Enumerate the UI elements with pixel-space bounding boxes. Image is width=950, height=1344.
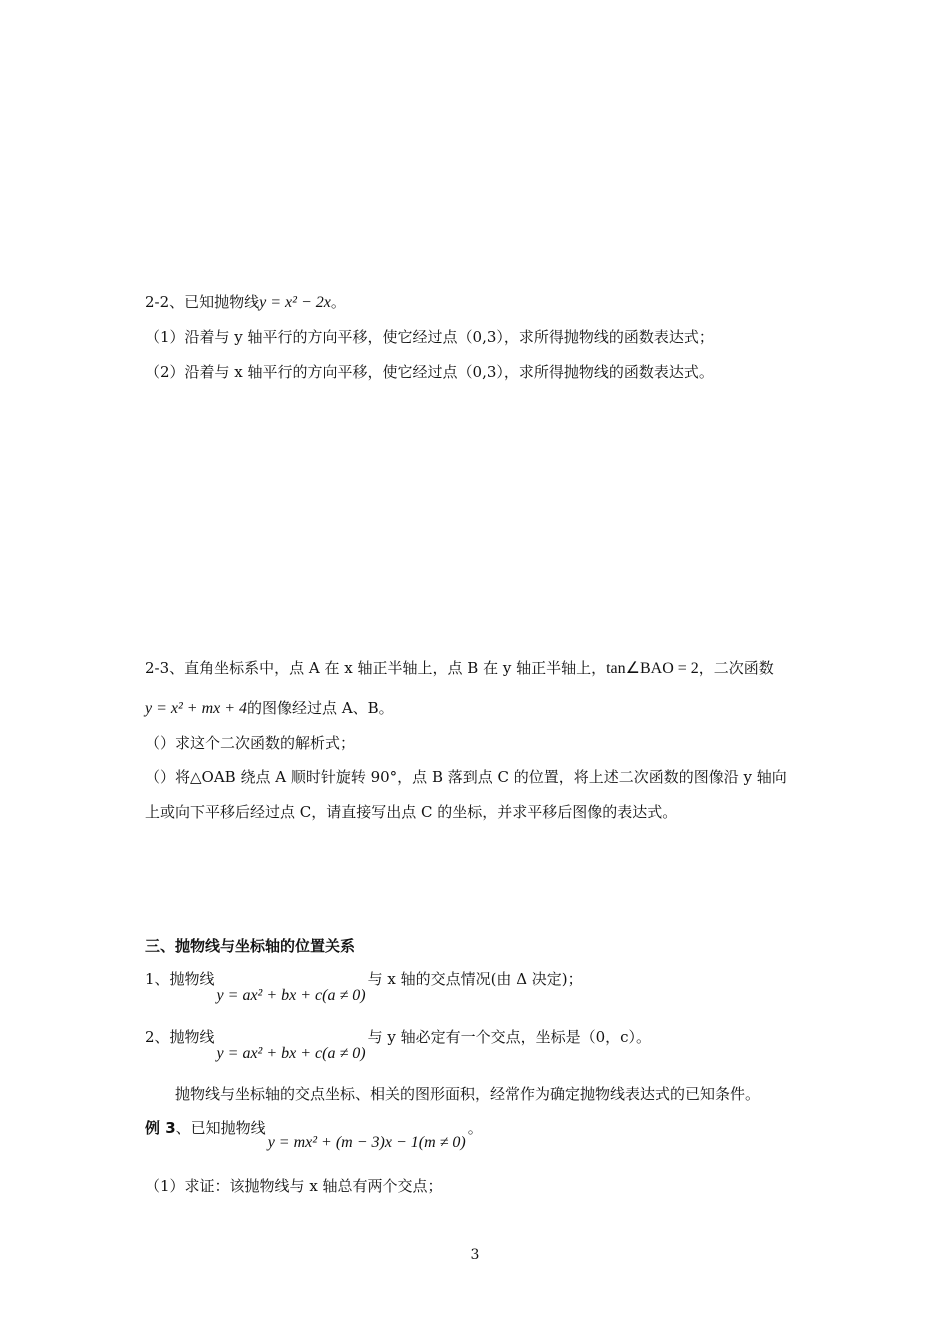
item2-formula: y = ax² + bx + c(a ≠ 0) — [216, 1045, 366, 1062]
problem-2-3-text: 2-3、直角坐标系中，点 A 在 x 轴正半轴上，点 B 在 y 轴正半轴上， — [145, 659, 607, 677]
section-3-item2 — [145, 1026, 651, 1063]
item2-text: 与 y 轴必定有一个交点，坐标是（0，c）。 — [367, 1028, 652, 1046]
problem-2-2-intro: 2-2、已知抛物线 — [145, 293, 260, 311]
problem-2-3-line1 — [145, 657, 774, 678]
problem-2-3-end: ，二次函数 — [698, 659, 774, 677]
section-3-item1 — [145, 968, 583, 1005]
problem-2-2-title — [145, 291, 346, 312]
section-3-heading: 三、抛物线与坐标轴的位置关系 — [145, 937, 356, 955]
item1-prefix: 1、抛物线 — [145, 970, 215, 988]
problem-2-3-q2-line1: （）将△OAB 绕点 A 顺时针旋转 90°，点 B 落到点 C 的位置，将上述二次函数的图像沿 y 轴向 — [145, 768, 787, 786]
tan-formula: tan∠BAO = 2 — [606, 660, 699, 677]
problem-2-2-q2: （2）沿着与 x 轴平行的方向平移，使它经过点（0,3），求所得抛物线的函数表达式。 — [145, 363, 714, 381]
problem-2-3-q1: （）求这个二次函数的解析式； — [145, 734, 356, 752]
item2-prefix: 2、抛物线 — [145, 1028, 215, 1046]
example-label: 例 3 — [145, 1119, 176, 1137]
example-text: 、已知抛物线 — [175, 1119, 266, 1137]
example-3-q1: （1）求证：该抛物线与 x 轴总有两个交点； — [145, 1177, 443, 1195]
item1-text: 与 x 轴的交点情况(由 Δ 决定)； — [367, 970, 583, 988]
quadratic-formula: y = x² + mx + 4 — [145, 700, 248, 717]
problem-2-3-line2 — [145, 697, 394, 718]
example-end: 。 — [467, 1119, 483, 1137]
problem-2-3-q2-line2: 上或向下平移后经过点 C，请直接写出点 C 的坐标，并求平移后图像的表达式。 — [145, 803, 678, 821]
parabola-formula: y = x² − 2x — [259, 294, 331, 311]
page-number: 3 — [470, 1247, 480, 1263]
example-formula: y = mx² + (m − 3)x − 1(m ≠ 0) — [267, 1134, 466, 1151]
item1-formula: y = ax² + bx + c(a ≠ 0) — [216, 987, 366, 1004]
section-3-paragraph: 抛物线与坐标轴的交点坐标、相关的图形面积，经常作为确定抛物线表达式的已知条件。 — [175, 1085, 761, 1103]
example-3-line — [145, 1117, 483, 1152]
sentence-end: 。 — [330, 293, 346, 311]
problem-2-3-line2-text: 的图像经过点 A、B。 — [247, 699, 394, 717]
problem-2-2-q1: （1）沿着与 y 轴平行的方向平移，使它经过点（0,3），求所得抛物线的函数表达式； — [145, 328, 714, 346]
